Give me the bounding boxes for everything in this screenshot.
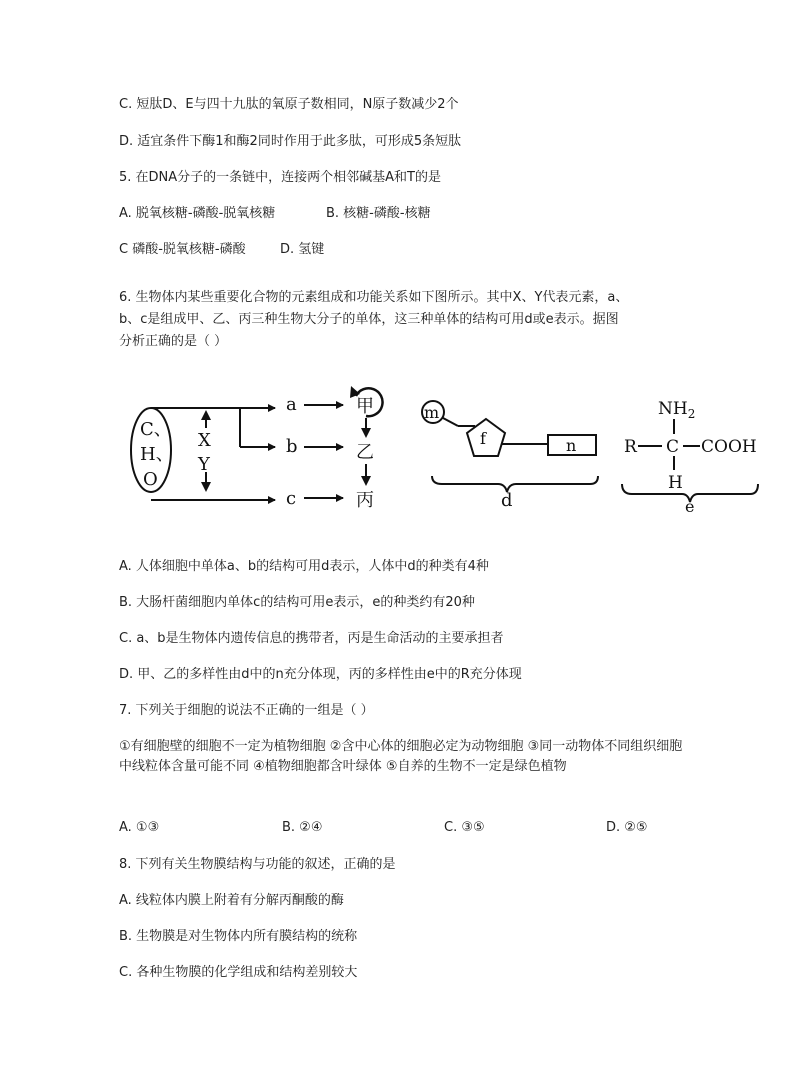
element-y: Y (198, 454, 210, 475)
q4-option-d: D. 适宜条件下酶1和酶2同时作用于此多肽，可形成5条短肽 (119, 134, 462, 149)
q8-option-b: B. 生物膜是对生物体内所有膜结构的统称 (119, 929, 358, 944)
q6-stem-line-2: b、c是组成甲、乙、丙三种生物大分子的单体，这三种单体的结构可用d或e表示。据图 (119, 312, 619, 327)
q6-option-c: C. a、b是生物体内遗传信息的携带者，丙是生命活动的主要承担者 (119, 631, 504, 646)
amino-acid-structure-e (622, 399, 758, 512)
amino-r: R (624, 437, 637, 457)
monomer-c: c (286, 488, 297, 509)
amino-c: C (666, 437, 680, 457)
q4-option-c: C. 短肽D、E与四十九肽的氧原子数相同，N原子数减少2个 (119, 97, 459, 112)
q6-option-a: A. 人体细胞中单体a、b的结构可用d表示，人体中d的种类有4种 (119, 559, 489, 574)
elements-diagram (131, 386, 383, 511)
group-m: m (424, 403, 440, 422)
monomer-b: b (286, 436, 298, 457)
group-n: n (566, 436, 577, 455)
q7-option-a: A. ①③ (119, 820, 160, 835)
label-e: e (685, 497, 695, 512)
group-f: f (480, 429, 486, 448)
q8-stem: 8. 下列有关生物膜结构与功能的叙述，正确的是 (119, 857, 396, 872)
label-d: d (501, 490, 513, 511)
q8-option-c: C. 各种生物膜的化学组成和结构差别较大 (119, 965, 358, 980)
q6-figure (120, 372, 760, 512)
q5-option-c: C 磷酸-脱氧核糖-磷酸 (119, 242, 246, 257)
q7-stem: 7. 下列关于细胞的说法不正确的一组是（ ） (119, 703, 374, 718)
polymer-bing: 丙 (356, 490, 374, 511)
q7-option-c: C. ③⑤ (444, 820, 485, 835)
polymer-jia: 甲 (356, 396, 374, 417)
q5-stem: 5. 在DNA分子的一条链中，连接两个相邻碱基A和T的是 (119, 170, 441, 185)
monomer-a: a (286, 394, 297, 415)
q6-stem-line-3: 分析正确的是（ ） (119, 334, 228, 349)
element-o: O (143, 469, 158, 490)
amino-h: H (668, 473, 683, 493)
q6-stem-line-1: 6. 生物体内某些重要化合物的元素组成和功能关系如下图所示。其中X、Y代表元素，a、 (119, 290, 629, 305)
q7-statements: ①有细胞壁的细胞不一定为植物细胞 ②含中心体的细胞必定为动物细胞 ③同一动物体不同组织细胞中线粒体含量可能不同 ④植物细胞都含叶绿体 ⑤自养的生物不一定是绿色植物 (119, 739, 683, 774)
q6-option-d: D. 甲、乙的多样性由d中的n充分体现，丙的多样性由e中的R充分体现 (119, 667, 522, 682)
nucleotide-structure-d (422, 401, 598, 511)
amino-nh2: $NH_2$ (658, 399, 696, 421)
group-f-pentagon (467, 419, 505, 456)
element-h: H、 (140, 444, 174, 465)
q5-option-b: B. 核糖-磷酸-核糖 (326, 206, 431, 221)
element-x: X (198, 430, 211, 451)
q5-option-d: D. 氢键 (280, 242, 325, 257)
q6-option-b: B. 大肠杆菌细胞内单体c的结构可用e表示，e的种类约有20种 (119, 595, 475, 610)
q7-option-d: D. ②⑤ (606, 820, 648, 835)
polymer-yi: 乙 (356, 442, 374, 463)
amino-cooh: COOH (701, 437, 757, 457)
q8-option-a: A. 线粒体内膜上附着有分解丙酮酸的酶 (119, 893, 344, 908)
element-c: C、 (140, 419, 172, 440)
q5-option-a: A. 脱氧核糖-磷酸-脱氧核糖 (119, 206, 276, 221)
q7-option-b: B. ②④ (282, 820, 323, 835)
